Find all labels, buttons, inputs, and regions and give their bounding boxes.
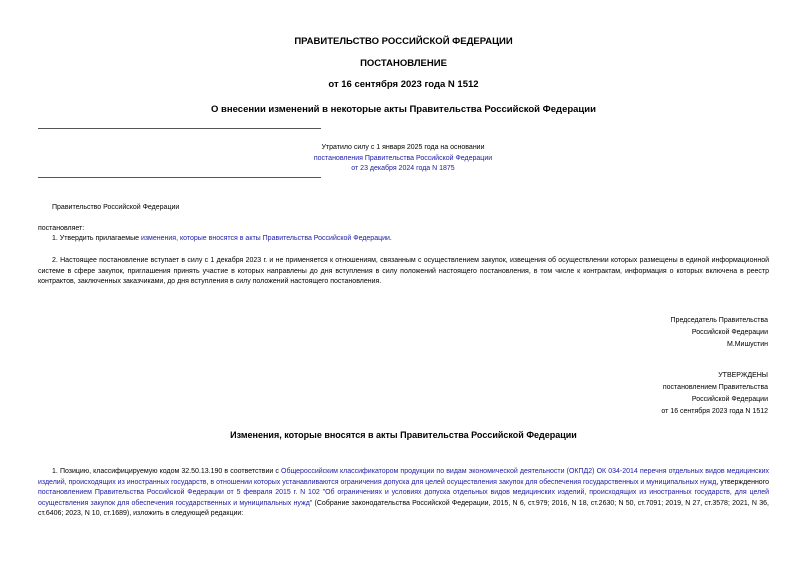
repeal-link-line-2[interactable]: от 23 декабря 2024 года N 1875 — [351, 165, 455, 172]
paragraph-1 — [52, 234, 392, 245]
approved-line: УТВЕРЖДЕНЫ — [718, 372, 768, 379]
changes-text: (Собрание законодательства Российской Федерации, 2015, N 6, ст.979; 2016, N 18, ст.2630; N 50, ст.7091; 2019, N 27, ст.3578; 2021, N 36, ст.6406; 2023, N 10, ст.1689), изложить в следующей редакции: — [38, 499, 769, 517]
approved-line: постановлением Правительства — [662, 384, 768, 391]
body-decrees: постановляет: — [38, 225, 85, 232]
government-heading: ПРАВИТЕЛЬСТВО РОССИЙСКОЙ ФЕДЕРАЦИИ — [294, 36, 513, 47]
okpd2-link[interactable]: Общероссийским классификатором продукции по видам экономической деятельности (ОКПД2) ОК 034-2014 — [281, 468, 638, 475]
signature-block — [671, 315, 768, 351]
changes-paragraph-1 — [38, 467, 769, 520]
paragraph-2: 2. Настоящее постановление вступает в силу с 1 декабря 2023 г. и не применяется к отношениям, связанным с осуществлением закупок, извещения об осуществлении которых размещены в единой информационной системе в сфере закупок, приглашения принять участие в которых направлены до дня вступления в силу положений настоящего постановления, в том числе к контрактам, информация о которых включена в реестр контрактов, заключенных заказчиками, до дня вступления в силу положений настоящего постановления. — [38, 257, 769, 285]
medical-products-list-link[interactable]: перечня отдельных видов медицинских изделий, происходящих из иностранных государств, в отношении которых устанавливаются ограничения допуска для целей осуществления закупок для обеспечения государственных и муниципальных нужд — [38, 468, 770, 486]
signature-line: Председатель Правительства — [670, 317, 768, 324]
document-title: О внесении изменений в некоторые акты Правительства Российской Федерации — [211, 104, 596, 115]
document-date-number: от 16 сентября 2023 года N 1512 — [328, 79, 479, 90]
document-type-heading: ПОСТАНОВЛЕНИЕ — [360, 58, 447, 69]
validity-note-line: Утратило силу с 1 января 2025 года на основании — [321, 144, 485, 151]
approved-line: от 16 сентября 2023 года N 1512 — [661, 408, 768, 415]
approved-block — [661, 370, 768, 418]
decree-102-link[interactable]: постановлением Правительства Российской Федерации от 5 февраля 2015 г. N 102 "Об ограничениях и условиях допуска отдельных видов медицинских изделий, происходящих из иностранных государств, для целей осуществления закупок для обеспечения государственных и муниципальных нужд" — [38, 489, 769, 507]
changes-text: 1. Позицию, классифицируемую кодом 32.50.13.190 в соответствии с — [52, 468, 281, 475]
paragraph-1-end: . — [389, 235, 392, 242]
divider-top — [38, 128, 321, 129]
repeal-link-line-1[interactable]: постановления Правительства Российской Федерации — [313, 154, 493, 162]
approved-line: Российской Федерации — [691, 396, 768, 403]
changes-title: Изменения, которые вносятся в акты Правительства Российской Федерации — [230, 430, 577, 440]
validity-note — [38, 143, 768, 175]
changes-link[interactable]: изменения, которые вносятся в акты Правительства Российской Федерации — [140, 235, 390, 242]
changes-text: , утвержденного — [716, 478, 769, 486]
signature-name: М.Мишустин — [726, 341, 768, 348]
signature-line: Российской Федерации — [691, 329, 768, 336]
divider-bottom — [38, 177, 321, 178]
body-government: Правительство Российской Федерации — [52, 204, 180, 211]
paragraph-1-text: 1. Утвердить прилагаемые — [52, 235, 141, 242]
